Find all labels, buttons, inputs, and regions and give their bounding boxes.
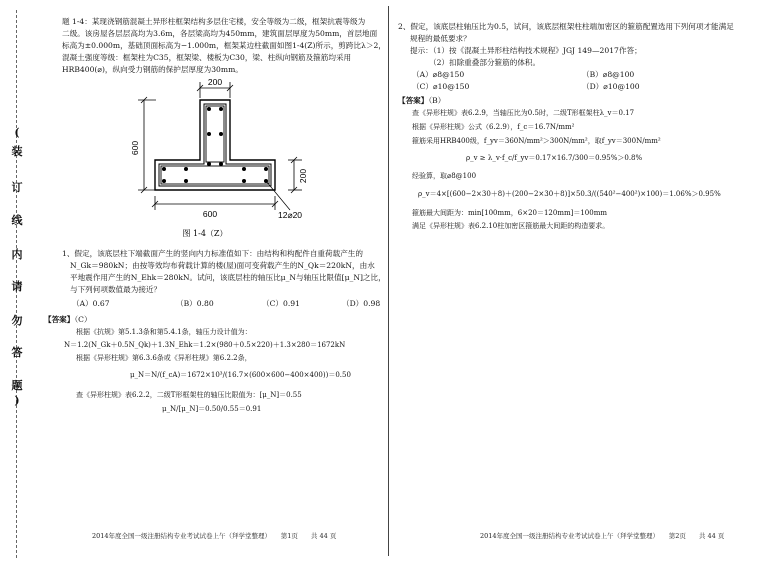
q1-answer: [44, 314, 92, 326]
q2-option-c: （C）⌀10@150: [412, 82, 470, 91]
dim-left-label: 600: [130, 140, 140, 156]
q2-option-b: （B）⌀8@100: [582, 70, 635, 79]
binding-char: 订: [11, 181, 23, 194]
q2-stem-line: 规程的最低要求？: [410, 34, 471, 43]
q2-hint-line: （2）扣除重叠部分箍筋的体积。: [410, 58, 541, 67]
q1-solution-line: 根据《异形柱规》第6.3.6条或《异形柱规》第6.2.2条，: [76, 354, 252, 362]
q1-formula-line: μ_N＝N/(f_cA)＝1672×10³/(16.7×(600×600−400×400))＝0.50: [130, 371, 351, 379]
q2-hint-line: 提示：（1）按《混凝土异形柱结构技术规程》JGJ 149—2017作答；: [410, 46, 642, 55]
binding-char: 题: [11, 379, 23, 392]
q2-answer: [398, 95, 445, 107]
binding-margin: [0, 0, 36, 568]
binding-char: 内: [11, 248, 23, 261]
dim-top-label: 200: [207, 77, 223, 87]
section-stirrup-outer: [159, 104, 271, 186]
q2-solution-line: 查《异形柱规》表6.2.9，当轴压比为0.5时，二级T形框架柱λ_v＝0.17: [412, 109, 635, 117]
q1-stem-line: 1、假定，该底层柱下端截面产生的竖向内力标准值如下：由结构和构配件自重荷载产生的: [62, 249, 363, 258]
q1-stem-line: N_Gk＝980kN；由按等效均布荷载计算的楼(屋)面可变荷载产生的N_Qk＝220kN，由水: [70, 261, 375, 270]
q1-option-b: （B）0.80: [176, 299, 214, 308]
rebar-group: [162, 107, 268, 183]
problem-intro-line: 题 1-4：某现浇钢筋混凝土异形柱框架结构多层住宅楼，安全等级为二级，框架抗震等级为: [62, 17, 366, 26]
binding-char: 答: [11, 346, 23, 359]
q1-solution-line: 根据《抗规》第5.1.3条和第5.4.1条，轴压力设计值为：: [76, 328, 252, 336]
left-dimension: [130, 97, 156, 193]
left-page-footer: 2014年度全国一级注册结构专业考试试卷上午（拜学堂整理） 第1页 共 44 页: [92, 532, 337, 540]
q1-option-a: （A）0.67: [72, 299, 110, 308]
top-dimension: [197, 77, 233, 98]
figure-caption: 图 1-4（Z）: [182, 229, 228, 238]
q1-solution-line: N＝1.2(N_Gk＋0.5N_Qk)＋1.3N_Ehk＝1.2×(980＋0.5×220)＋1.3×280＝1672kN: [64, 341, 346, 349]
binding-char: 装: [11, 145, 23, 158]
q2-formula-line: ρ_v＝4×[(600−2×30＋8)＋(200−2×30＋8)]×50.3/((540²−400²)×100)＝1.06%＞0.95%: [418, 190, 721, 198]
dim-right-label: 200: [298, 168, 308, 184]
binding-char: (: [14, 126, 20, 139]
section-outline: [155, 100, 275, 190]
binding-char: 请: [11, 280, 23, 293]
flange-hoop: [161, 166, 269, 184]
problem-intro-line: 标高为±0.000m，基础顶面标高为−1.000m，框架某边柱截面如图1-4(Z)所示，剪跨比λ＞2，: [62, 41, 386, 50]
dim-bottom-label: 600: [202, 209, 218, 219]
right-page-footer: 2014年度全国一级注册结构专业考试试卷上午（拜学堂整理） 第2页 共 44 页: [480, 532, 725, 540]
rebar-leader-line: [266, 181, 290, 210]
answer-value: （C）: [74, 315, 92, 324]
page-divider: [388, 6, 389, 556]
q2-solution-line: 经验算，取⌀8@100: [412, 172, 477, 180]
q2-option-a: （A）⌀8@150: [412, 70, 465, 79]
q2-solution-line: 箍筋采用HRB400级，f_yv＝360N/mm²＞300N/mm²，取f_yv＝300N/mm²: [412, 137, 661, 145]
q2-stem-line: 2、假定，该底层柱轴压比为0.5，试问，该底层框架柱柱端加密区的箍筋配置选用下列何项才能满足: [398, 22, 734, 31]
binding-char: 线: [11, 214, 23, 227]
q1-stem-line: 平地震作用产生的N_Ehk＝280kN。试问，该底层柱的轴压比μ_N与轴压比限值[μ_N]之比，: [70, 273, 386, 282]
answer-label: 【答案】: [398, 96, 429, 105]
bottom-dimension: [152, 196, 278, 219]
q2-solution-line: 满足《异形柱规》表6.2.10柱加密区箍筋最大间距的构造要求。: [412, 222, 610, 230]
right-dimension: [288, 157, 308, 193]
q1-stem-line: 与下列何项数值最为接近？: [70, 285, 162, 294]
q1-solution-line: μ_N/[μ_N]＝0.50/0.55＝0.91: [162, 405, 262, 413]
problem-intro-line: 二级。该房屋各层层高均为3.6m，各层梁高均为450mm，建筑面层厚度为50mm，首层地面: [62, 29, 378, 38]
answer-label: 【答案】: [44, 315, 75, 324]
q2-solution-line: 根据《异形柱规》公式（6.2.9），f_c＝16.7N/mm²: [412, 123, 575, 131]
q1-option-d: （D）0.98: [342, 299, 381, 308]
problem-intro-line: 混凝土强度等级：框架柱为C35，框架梁、楼板为C30，梁、柱纵向钢筋及箍筋均采用: [62, 53, 352, 62]
q2-formula-line: ρ_v ≥ λ_v·f_c/f_yv＝0.17×16.7/300＝0.95%＞0.8%: [466, 154, 643, 162]
q2-solution-line: 箍筋最大间距为：min[100mm，6×20＝120mm]＝100mm: [412, 209, 607, 217]
q1-option-c: （C）0.91: [262, 299, 300, 308]
q1-solution-line: 查《异形柱规》表6.2.2，二级T形框架柱的轴压比限值为：[μ_N]＝0.55: [76, 391, 302, 399]
rebar-label: 12⌀20: [278, 210, 303, 220]
column-section-figure: [130, 76, 330, 244]
answer-value: （B）: [428, 96, 446, 105]
q2-option-d: （D）⌀10@100: [582, 82, 640, 91]
problem-intro-line: HRB400(⌀)，纵向受力钢筋的保护层厚度为30mm。: [62, 65, 243, 74]
binding-char: 勿: [11, 314, 23, 327]
binding-char: ): [14, 394, 20, 407]
